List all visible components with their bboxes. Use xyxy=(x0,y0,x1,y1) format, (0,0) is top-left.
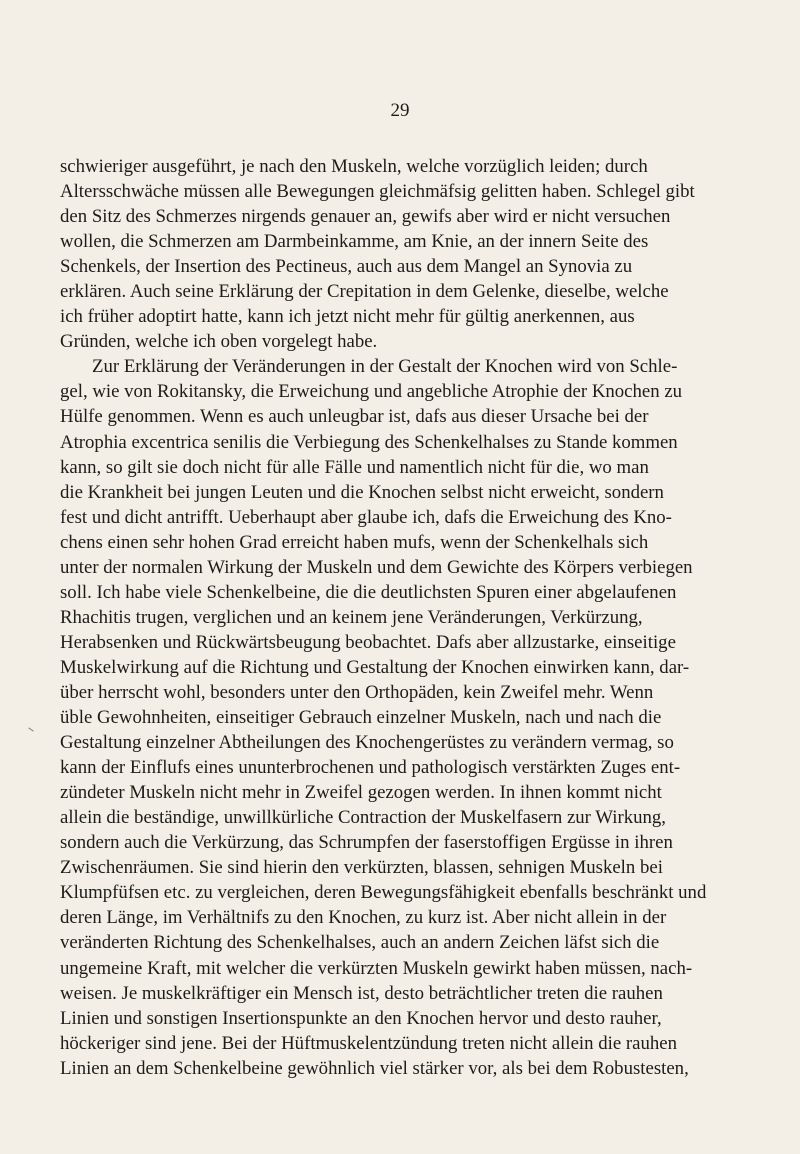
text-line: weisen. Je muskelkräftiger ein Mensch ist, desto beträchtlicher treten die rauhen xyxy=(60,982,663,1004)
margin-mark xyxy=(28,727,33,731)
text-line: Zwischenräumen. Sie sind hierin den verkürzten, blassen, sehnigen Muskeln bei xyxy=(60,857,663,879)
page-number: 29 xyxy=(390,100,410,121)
text-line: Linien an dem Schenkelbeine gewöhnlich viel stärker vor, als bei dem Robustesten, xyxy=(60,1057,689,1079)
text-line: kann der Einflufs eines ununterbrochenen und pathologisch verstärkten Zuges ent- xyxy=(60,757,681,779)
text-line: sondern auch die Verkürzung, das Schrumpfen der faserstoffigen Ergüsse in ihren xyxy=(60,832,673,854)
text-line: über herrscht wohl, besonders unter den Orthopäden, kein Zweifel mehr. Wenn xyxy=(60,681,654,703)
text-line: Schenkels, der Insertion des Pectineus, auch aus dem Mangel an Synovia zu xyxy=(60,256,633,278)
text-line: ich früher adoptirt hatte, kann ich jetzt nicht mehr für gültig anerkennen, aus xyxy=(60,306,635,328)
text-line: ungemeine Kraft, mit welcher die verkürzten Muskeln gewirkt haben müssen, nach- xyxy=(60,957,693,979)
text-line: Gründen, welche ich oben vorgelegt habe. xyxy=(60,331,378,353)
text-line: wollen, die Schmerzen am Darmbeinkamme, am Knie, an der innern Seite des xyxy=(60,231,649,253)
text-line: unter der normalen Wirkung der Muskeln und dem Gewichte des Körpers verbiegen xyxy=(60,556,693,578)
text-line: Hülfe genommen. Wenn es auch unleugbar ist, dafs aus dieser Ursache bei der xyxy=(60,406,649,428)
text-line: den Sitz des Schmerzes nirgends genauer an, gewifs aber wird er nicht versuchen xyxy=(60,206,671,228)
body-text xyxy=(60,154,766,1081)
text-line: Zur Erklärung der Veränderungen in der Gestalt der Knochen wird von Schle- xyxy=(92,356,678,378)
text-line: zündeter Muskeln nicht mehr in Zweifel gezogen werden. In ihnen kommt nicht xyxy=(60,782,662,804)
text-line: deren Länge, im Verhältnifs zu den Knochen, zu kurz ist. Aber nicht allein in der xyxy=(60,907,667,929)
text-line: erklären. Auch seine Erklärung der Crepitation in dem Gelenke, dieselbe, welche xyxy=(60,281,669,303)
text-line: soll. Ich habe viele Schenkelbeine, die die deutlichsten Spuren einer abgelaufenen xyxy=(60,581,677,603)
text-line: höckeriger sind jene. Bei der Hüftmuskelentzündung treten nicht allein die rauhen xyxy=(60,1032,677,1054)
text-line: fest und dicht antrifft. Ueberhaupt aber glaube ich, dafs die Erweichung des Kno- xyxy=(60,506,672,528)
text-line: chens einen sehr hohen Grad erreicht haben mufs, wenn der Schenkelhals sich xyxy=(60,531,649,553)
text-line: Klumpfüfsen etc. zu vergleichen, deren Bewegungsfähigkeit ebenfalls beschränkt und xyxy=(60,882,707,904)
text-line: Herabsenken und Rückwärtsbeugung beobachtet. Dafs aber allzustarke, einseitige xyxy=(60,631,676,653)
text-line: üble Gewohnheiten, einseitiger Gebrauch einzelner Muskeln, nach und nach die xyxy=(60,707,662,729)
text-line: Atrophia excentrica senilis die Verbiegung des Schenkelhalses zu Stande kommen xyxy=(60,431,678,453)
text-line: veränderten Richtung des Schenkelhalses, auch an andern Zeichen läfst sich die xyxy=(60,932,660,954)
text-line: Gestaltung einzelner Abtheilungen des Knochengerüstes zu verändern vermag, so xyxy=(60,732,674,754)
text-line: Muskelwirkung auf die Richtung und Gestaltung der Knochen einwirken kann, dar- xyxy=(60,656,690,678)
text-line: Linien und sonstigen Insertionspunkte an den Knochen hervor und desto rauher, xyxy=(60,1007,662,1029)
text-line: Rhachitis trugen, verglichen und an keinem jene Veränderungen, Verkürzung, xyxy=(60,606,643,628)
text-line: kann, so gilt sie doch nicht für alle Fälle und namentlich nicht für die, wo man xyxy=(60,456,649,478)
text-line: schwieriger ausgeführt, je nach den Muskeln, welche vorzüglich leiden; durch xyxy=(60,156,648,177)
text-line: die Krankheit bei jungen Leuten und die Knochen selbst nicht erweicht, sondern xyxy=(60,481,664,503)
text-line: gel, wie von Rokitansky, die Erweichung und angebliche Atrophie der Knochen zu xyxy=(60,381,683,403)
text-line: allein die beständige, unwillkürliche Contraction der Muskelfasern zur Wirkung, xyxy=(60,807,666,829)
text-line: Altersschwäche müssen alle Bewegungen gleichmäfsig gelitten haben. Schlegel gibt xyxy=(60,181,695,203)
